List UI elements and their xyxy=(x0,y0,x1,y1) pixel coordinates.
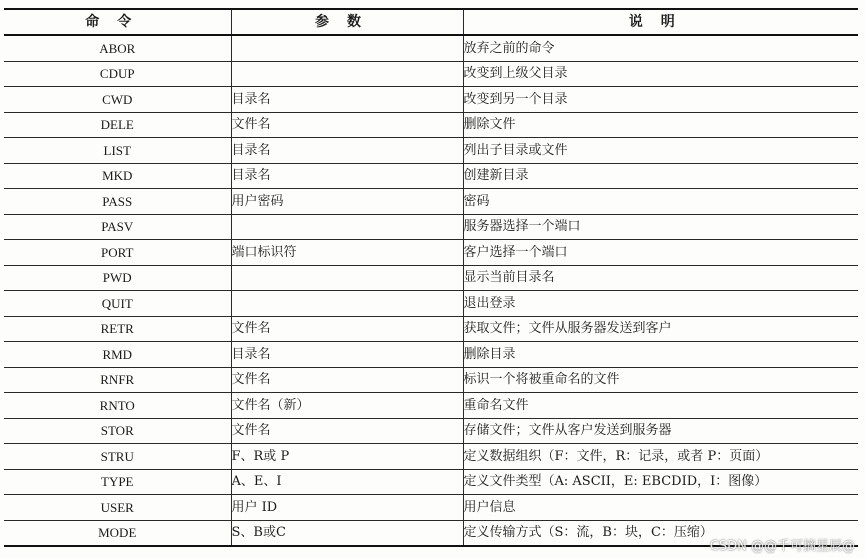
table-row xyxy=(4,61,858,87)
description-cell: 密码 xyxy=(463,189,858,215)
parameter-cell xyxy=(231,35,463,61)
command-cell: STOR xyxy=(4,418,231,444)
description-cell: 列出子目录或文件 xyxy=(463,138,858,164)
parameter-cell: 文件名 xyxy=(231,418,463,444)
header-command: 命令 xyxy=(4,9,231,35)
command-cell: ABOR xyxy=(4,35,231,61)
table-row xyxy=(4,87,858,113)
description-cell: 重命名文件 xyxy=(463,393,858,419)
parameter-cell: 文件名 xyxy=(231,367,463,393)
table-row xyxy=(4,367,858,393)
command-cell: RETR xyxy=(4,316,231,342)
parameter-cell: 用户 ID xyxy=(231,495,463,521)
table-row xyxy=(4,342,858,368)
table-row xyxy=(4,163,858,189)
command-cell: USER xyxy=(4,495,231,521)
command-cell: STRU xyxy=(4,444,231,470)
table-row xyxy=(4,240,858,266)
description-cell: 服务器选择一个端口 xyxy=(463,214,858,240)
header-description: 说明 xyxy=(463,9,858,35)
parameter-cell: 文件名 xyxy=(231,112,463,138)
parameter-cell xyxy=(231,291,463,317)
table-row xyxy=(4,495,858,521)
command-cell: PWD xyxy=(4,265,231,291)
command-cell: RNTO xyxy=(4,393,231,419)
table-header-row xyxy=(4,9,858,35)
table-row xyxy=(4,214,858,240)
command-cell: PORT xyxy=(4,240,231,266)
parameter-cell: 用户密码 xyxy=(231,189,463,215)
parameter-cell xyxy=(231,265,463,291)
description-cell: 退出登录 xyxy=(463,291,858,317)
command-cell: MODE xyxy=(4,520,231,546)
description-cell: 改变到另一个目录 xyxy=(463,87,858,113)
table-row xyxy=(4,138,858,164)
ftp-command-table xyxy=(4,8,858,547)
description-cell: 获取文件；文件从服务器发送到客户 xyxy=(463,316,858,342)
description-cell: 定义传输方式（S：流，B：块，C：压缩） xyxy=(463,520,858,546)
parameter-cell: S、B或C xyxy=(231,520,463,546)
command-cell: PASS xyxy=(4,189,231,215)
description-cell: 存储文件；文件从客户发送到服务器 xyxy=(463,418,858,444)
parameter-cell: 端口标识符 xyxy=(231,240,463,266)
description-cell: 删除文件 xyxy=(463,112,858,138)
table-row xyxy=(4,265,858,291)
description-cell: 改变到上级父目录 xyxy=(463,61,858,87)
description-cell: 客户选择一个端口 xyxy=(463,240,858,266)
table-row xyxy=(4,291,858,317)
command-cell: CDUP xyxy=(4,61,231,87)
table-row xyxy=(4,444,858,470)
command-cell: RNFR xyxy=(4,367,231,393)
parameter-cell: 文件名 xyxy=(231,316,463,342)
parameter-cell: 目录名 xyxy=(231,87,463,113)
header-parameter: 参数 xyxy=(231,9,463,35)
parameter-cell xyxy=(231,61,463,87)
command-cell: PASV xyxy=(4,214,231,240)
description-cell: 删除目录 xyxy=(463,342,858,368)
table-row xyxy=(4,35,858,61)
table-row xyxy=(4,316,858,342)
parameter-cell: 文件名（新） xyxy=(231,393,463,419)
table-body xyxy=(4,35,858,546)
table-row xyxy=(4,393,858,419)
table-row xyxy=(4,418,858,444)
description-cell: 标识一个将被重命名的文件 xyxy=(463,367,858,393)
description-cell: 放弃之前的命令 xyxy=(463,35,858,61)
parameter-cell xyxy=(231,214,463,240)
description-cell: 用户信息 xyxy=(463,495,858,521)
command-cell: LIST xyxy=(4,138,231,164)
command-cell: RMD xyxy=(4,342,231,368)
parameter-cell: 目录名 xyxy=(231,138,463,164)
description-cell: 定义数据组织（F：文件，R：记录，或者 P：页面） xyxy=(463,444,858,470)
parameter-cell: 目录名 xyxy=(231,342,463,368)
parameter-cell: 目录名 xyxy=(231,163,463,189)
description-cell: 创建新目录 xyxy=(463,163,858,189)
table-row xyxy=(4,469,858,495)
parameter-cell: A、E、I xyxy=(231,469,463,495)
command-cell: QUIT xyxy=(4,291,231,317)
table-row xyxy=(4,112,858,138)
command-cell: TYPE xyxy=(4,469,231,495)
parameter-cell: F、R或 P xyxy=(231,444,463,470)
description-cell: 定义文件类型（A: ASCII，E: EBCDID，I：图像） xyxy=(463,469,858,495)
command-cell: MKD xyxy=(4,163,231,189)
watermark: CSDN @@千可摘星辰@ xyxy=(709,539,855,554)
table-row xyxy=(4,189,858,215)
command-cell: DELE xyxy=(4,112,231,138)
command-cell: CWD xyxy=(4,87,231,113)
description-cell: 显示当前目录名 xyxy=(463,265,858,291)
